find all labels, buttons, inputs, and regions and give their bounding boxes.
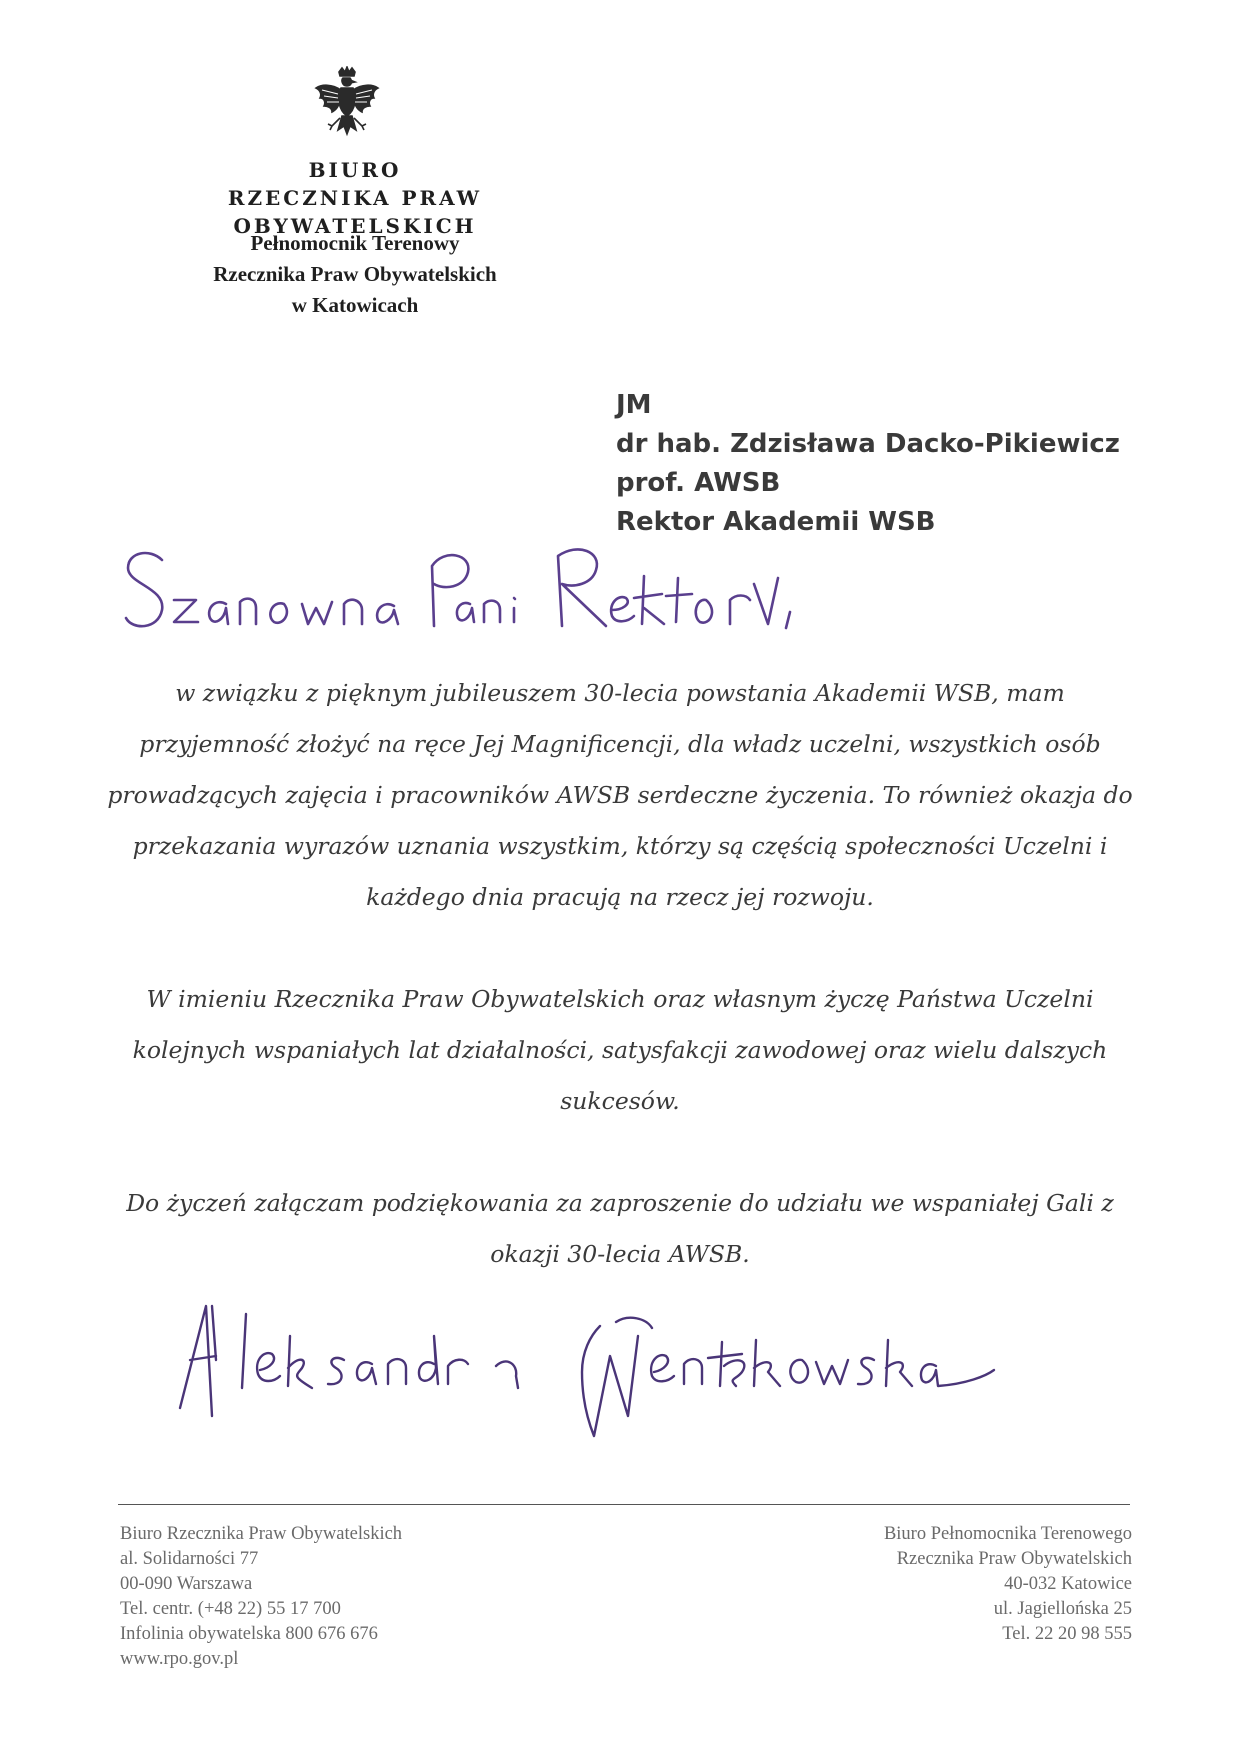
recipient-line: dr hab. Zdzisława Dacko-Pikiewicz xyxy=(616,429,1120,459)
org-line-2: RZECZNIKA PRAW OBYWATELSKICH xyxy=(227,186,483,238)
body-paragraph: w związku z pięknym jubileuszem 30-lecia powstania Akademii WSB, mam przyjemność złożyć na ręce Jej Magnificencji, dla władz uczelni, wszystkich osób prowadzących zajęcia i pracowników AWSB serdeczne życzenia. To również okazja do przekazania wyrazów uznania wszystkim, którzy są częścią społeczności Uczelni i każdego dnia pracują na rzecz jej rozwoju. xyxy=(107,679,1133,911)
footer-line: 00-090 Warszawa xyxy=(120,1574,253,1594)
body-paragraph: W imieniu Rzecznika Praw Obywatelskich oraz własnym życzę Państwa Uczelni kolejnych wspaniałych lat działalności, satysfakcji zawodowej oraz wielu dalszych sukcesów. xyxy=(132,985,1108,1115)
office-name xyxy=(170,228,540,321)
footer-line: Tel. centr. (+48 22) 55 17 700 xyxy=(120,1599,341,1619)
footer-line: Biuro Rzecznika Praw Obywatelskich xyxy=(120,1524,403,1544)
body-paragraph: Do życzeń załączam podziękowania za zaproszenie do udziału we wspaniałej Gali z okazji 30-lecia AWSB. xyxy=(126,1189,1114,1268)
footer-line: 40-032 Katowice xyxy=(1004,1574,1132,1594)
letter-body xyxy=(100,668,1140,1280)
office-line: Pełnomocnik Terenowy xyxy=(250,231,460,255)
footer-website-link: www.rpo.gov.pl xyxy=(120,1649,239,1669)
office-line: Rzecznika Praw Obywatelskich xyxy=(213,262,497,286)
footer-line: Tel. 22 20 98 555 xyxy=(1002,1624,1132,1644)
footer-katowice-address xyxy=(884,1522,1132,1647)
handwritten-signature xyxy=(176,1296,996,1446)
footer-line: ul. Jagiellońska 25 xyxy=(993,1599,1132,1619)
org-line-1: BIURO xyxy=(308,158,402,182)
footer-line: Rzecznika Praw Obywatelskich xyxy=(896,1549,1132,1569)
recipient-line: JM xyxy=(616,390,652,420)
recipient-line: Rektor Akademii WSB xyxy=(616,507,936,537)
recipient-address xyxy=(616,386,1120,542)
footer-line: Infolinia obywatelska 800 676 676 xyxy=(120,1624,378,1644)
footer-line: Biuro Pełnomocnika Terenowego xyxy=(883,1524,1132,1544)
polish-eagle-emblem-icon xyxy=(312,66,382,146)
office-line: w Katowicach xyxy=(291,293,419,317)
footer-warsaw-address xyxy=(120,1522,402,1672)
footer-divider xyxy=(118,1504,1130,1505)
handwritten-salutation xyxy=(122,538,802,648)
footer-line: al. Solidarności 77 xyxy=(120,1549,259,1569)
recipient-line: prof. AWSB xyxy=(616,468,781,498)
